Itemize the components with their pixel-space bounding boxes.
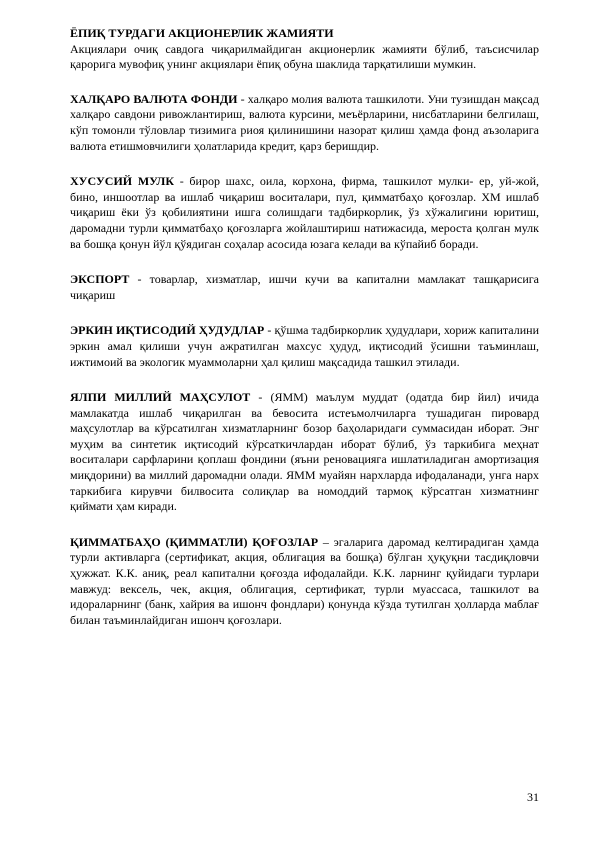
glossary-entry-export — [70, 272, 539, 303]
entry-definition: - қўшма тадбиркорлик ҳудудлари, хориж капиталини эркин амал қилиши учун ажратилган махсус ҳудуд, иқтисодий ўсишни таъминлаш, ижтимоий ва экологик муаммоларни ҳал қилиш мақсадида ташкил этилади. — [70, 323, 539, 369]
entry-definition: - халқаро молия валюта ташкилоти. Уни тузишдан мақсад халқаро савдони ривожлантириш, валюта курсини, меъёрларини, нисбатларини белгилаш, кўп томонли тўловлар тизимига риоя қилинишини назорат қилиш ҳамда фонд аъзоларига валюта етишмовчилиги ҳолатларида кредит, қарз беришдир. — [70, 91, 540, 153]
entry-term: ЯЛПИ МИЛЛИЙ МАҲСУЛОТ — [70, 390, 251, 405]
entry-definition: – эгаларига даромад келтирадиган ҳамда турли активларга (сертификат, акция, облигация ва бошқа) бўлган ҳуқуқни тасдиқловчи ҳужжат. К.К. аниқ, реал капитални қоғозда ифодалайди. К.К. ларнинг қуйидаги турлари мавжуд: вексель, чек, акция, облигация, сертификат, турли муассаса, ташкилот ва идораларнинг (банк, хайрия ва ишонч фондлари) қонунда кўзда тутилган ҳолларда маблағ билан таъминлайдиган ишонч қоғозлари. — [70, 534, 539, 627]
entry-term: ХУСУСИЙ МУЛК — [70, 174, 175, 189]
entry-term: ЭКСПОРТ — [70, 272, 130, 287]
entry-term: ҚИММАТБАҲО (ҚИММАТЛИ) ҚОҒОЗЛАР — [70, 534, 319, 549]
glossary-entry-free-economic-zones — [70, 323, 539, 370]
entry-term: ЭРКИН ИҚТИСОДИЙ ҲУДУДЛАР — [70, 323, 265, 338]
glossary-entry-imf — [70, 92, 539, 154]
entry-definition: Акциялари очиқ савдога чиқарилмайдиган акционерлик жамияти бўлиб, таъсисчилар қарорига мувофиқ унинг акциялари ёпиқ обуна шаклида тарқатилиши мумкин. — [70, 41, 539, 72]
document-page — [70, 26, 539, 648]
glossary-entry-closed-joint-stock-company — [70, 26, 539, 73]
entry-definition: - бирор шахс, оила, корхона, фирма, ташкилот мулки- ер, уй-жой, бино, иншоотлар ва ишлаб чиқариш воситалари, пул, қимматбаҳо қоғозлар. ХМ ишлаб чиқариш ёки ўз қобилиятини ишга солишдаги тадбиркорлик, ўз хўжалигини юритиш, даромадни турли қимматбаҳо қоғозларга жойлаштириш натижасида, мероста қолган мулк ва бошқа қонун йўл қўядиган соҳалар асосида юзага келади ва кўпайиб боради. — [70, 174, 539, 251]
glossary-entry-gnp — [70, 390, 539, 515]
entry-term: ХАЛҚАРО ВАЛЮТА ФОНДИ — [70, 91, 238, 106]
glossary-entry-securities — [70, 535, 539, 629]
glossary-entry-private-property — [70, 174, 539, 252]
entry-definition: - товарлар, хизматлар, ишчи кучи ва капитални мамлакат ташқарисига чиқариш — [70, 272, 539, 302]
entry-term: ЁПИҚ ТУРДАГИ АКЦИОНЕРЛИК ЖАМИЯТИ — [70, 26, 334, 40]
entry-definition: - (ЯММ) маълум муддат (одатда бир йил) ичида мамлакатда ишлаб чиқарилган ва бевосита истеъмолчиларга тушадиган пировард маҳсулотлар ва кўрсатилган хизматларнинг бозор баҳоларидаги суммасидан иборат. Энг муҳим ва синтетик иқтисодий кўрсаткичлардан иборат бўлиб, ўз таркибига меҳнат воситалари сарфларини қоплаш фондини (яъни реновацияга ишлатиладиган амортизация миқдорини) ва миллий даромадни олади. ЯММ муайян нархларда ифодаланади, унга нарх таркибига кирувчи билвосита солиқлар ва номоддий тармоқ кўрсатган хизматнинг қиймати ҳам киради. — [70, 390, 539, 514]
page-number: 31 — [527, 790, 539, 804]
